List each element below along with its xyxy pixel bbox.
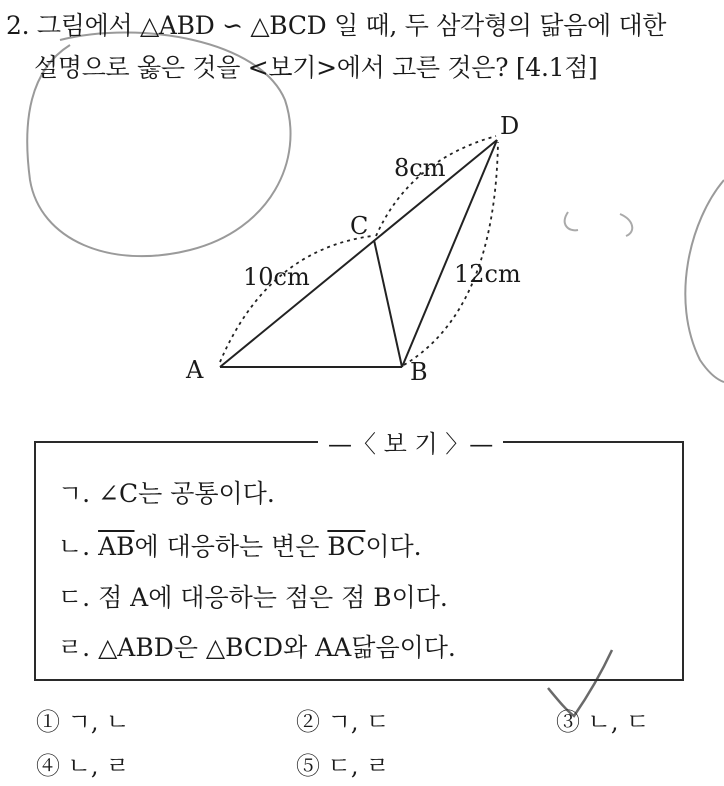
point-label-d: D bbox=[500, 112, 520, 140]
question-line-2: 설명으로 옳은 것을 <보기>에서 고른 것은? [4.1점] bbox=[34, 53, 598, 82]
choice-text: ㄴ, ㄷ bbox=[587, 708, 650, 736]
point-label-b: B bbox=[410, 358, 428, 386]
choice-text: ㄱ, ㄷ bbox=[327, 708, 390, 736]
bogi-title-text: 보 기 bbox=[383, 430, 438, 458]
choice-number: ④ bbox=[36, 752, 60, 780]
segment-bc-overline: $\overline{BC}$ bbox=[327, 532, 366, 561]
bogi-item-text: ∠C는 공통이다. bbox=[98, 479, 275, 508]
bogi-item-marker: ㄹ. bbox=[58, 633, 91, 662]
choice-text: ㄱ, ㄴ bbox=[67, 708, 130, 736]
bogi-item-marker: ㄱ. bbox=[58, 479, 91, 508]
choice-number: ⑤ bbox=[296, 752, 320, 780]
bogi-item-text: 에 대응하는 변은 bbox=[134, 532, 328, 561]
bogi-title bbox=[318, 424, 503, 459]
bogi-item-2 bbox=[58, 527, 422, 563]
bogi-item-1 bbox=[58, 474, 275, 510]
length-label-bd: 12cm bbox=[454, 260, 521, 288]
segment-ab-overline: $\overline{AB}$ bbox=[98, 532, 135, 561]
choice-text: ㄴ, ㄹ bbox=[67, 752, 130, 780]
bogi-item-text: △ABD은 △BCD와 AA닮음이다. bbox=[98, 633, 456, 662]
bogi-item-marker: ㄷ. bbox=[58, 583, 91, 612]
choice-4[interactable] bbox=[36, 746, 129, 781]
pencil-smile-mark bbox=[565, 212, 633, 236]
bogi-title-right-bracket: 〉— bbox=[437, 430, 494, 458]
bogi-item-text: 점 A에 대응하는 점은 점 B이다. bbox=[98, 583, 448, 612]
pencil-arc-mark bbox=[685, 180, 724, 382]
bogi-item-4 bbox=[58, 628, 456, 664]
point-label-c: C bbox=[350, 212, 369, 240]
segment-bc bbox=[374, 240, 402, 367]
segment-ad bbox=[220, 140, 497, 367]
length-label-ac: 10cm bbox=[243, 263, 310, 291]
arc-ac bbox=[220, 236, 372, 362]
choice-number: ① bbox=[36, 708, 60, 736]
choice-number: ② bbox=[296, 708, 320, 736]
point-label-a: A bbox=[186, 356, 204, 384]
choice-text: ㄷ, ㄹ bbox=[327, 752, 390, 780]
bogi-item-3 bbox=[58, 578, 448, 614]
question-line-1: 2. 그림에서 △ABD ∽ △BCD 일 때, 두 삼각형의 닮음에 대한 bbox=[6, 11, 667, 40]
choice-2[interactable] bbox=[296, 702, 389, 737]
length-label-cd: 8cm bbox=[394, 154, 446, 182]
bogi-title-left-bracket: —〈 bbox=[328, 430, 384, 458]
bogi-item-text-end: 이다. bbox=[365, 532, 422, 561]
choice-3[interactable] bbox=[556, 702, 649, 737]
choice-1[interactable] bbox=[36, 702, 129, 737]
bogi-item-marker: ㄴ. bbox=[58, 532, 91, 561]
choice-5[interactable] bbox=[296, 746, 389, 781]
choice-number: ③ bbox=[556, 708, 580, 736]
